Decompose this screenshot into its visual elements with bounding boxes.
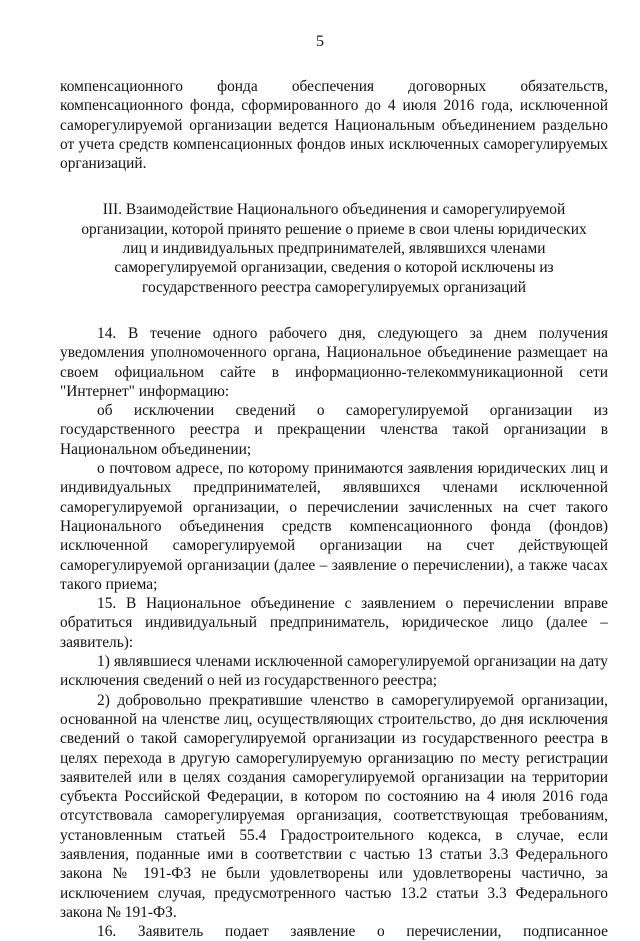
paragraph-14: 14. В течение одного рабочего дня, следующего за днем получения уведомления уполномоченного органа, Национальное объединение размещает на своем официальном сайте в информационно-телекоммуникационной сети "Интернет" информацию: (60, 324, 608, 400)
paragraph-16: 16. Заявитель подает заявление о перечислении, подписанное (97, 923, 608, 941)
paragraph-15-item-2: 2) добровольно прекратившие членство в саморегулируемой организации, основанной на членстве лиц, осуществляющих строительство, до дня исключения сведений о такой саморегулируемой организации из государственного реестра в целях перехода в другую саморегулируемую организацию по месту регистрации заявителей или в целях создания саморегулируемой организации на территории субъекта Российской Федерации, в котором по состоянию на 4 июля 2016 года отсутствовала саморегулируемая организация, соответствующая требованиям, установленным статьей 55.4 Градостроительного кодекса, в случае, если заявления, поданные ими в соответствии с частью 13 статьи 3.3 Федерального закона № 191-ФЗ не были удовлетворены или удовлетворены частично, за исключением случая, предусмотренного частью 13.2 статьи 3.3 Федерального закона № 191-ФЗ. (60, 691, 608, 921)
page-number: 5 (316, 33, 324, 50)
paragraph-postal-address: о почтовом адресе, по которому принимаются заявления юридических лиц и индивидуальных предпринимателей, являвшихся членами исключенной саморегулируемой организации, о перечислении зачисленных на счет такого Национального объединения средств компенсационного фонда (фондов) исключенной саморегулируемой организации на счет действующей саморегулируемой организации (далее – заявление о перечислении), а также часах такого приема; (60, 460, 608, 593)
paragraph-15-item-1: 1) являвшиеся членами исключенной саморегулируемой организации на дату исключения сведений о ней из государственного реестра; (60, 653, 608, 690)
intro-paragraph: компенсационного фонда обеспечения договорных обязательств, компенсационного фонда, сформированного до 4 июля 2016 года, исключенной саморегулируемой организации ведется Национальным объединением раздельно от учета средств компенсационных фондов иных исключенных саморегулируемых организаций. (60, 78, 608, 173)
paragraph-exclusion-info: об исключении сведений о саморегулируемой организации из государственного реестра и прекращении членства такой организации в Национальном объединении; (60, 402, 608, 458)
document-body (60, 77, 608, 941)
section-heading: III. Взаимодействие Национального объединения и саморегулируемой организации, которой принято решение о приеме в свои члены юридических лиц и индивидуальных предпринимателей, являвшихся членами саморегулируемой организации, сведения о которой исключены из государственного реестра саморегулируемых организаций (81, 201, 587, 296)
paragraph-15: 15. В Национальное объединение с заявлением о перечислении вправе обратиться индивидуальный предприниматель, юридическое лицо (далее – заявитель): (60, 595, 608, 651)
